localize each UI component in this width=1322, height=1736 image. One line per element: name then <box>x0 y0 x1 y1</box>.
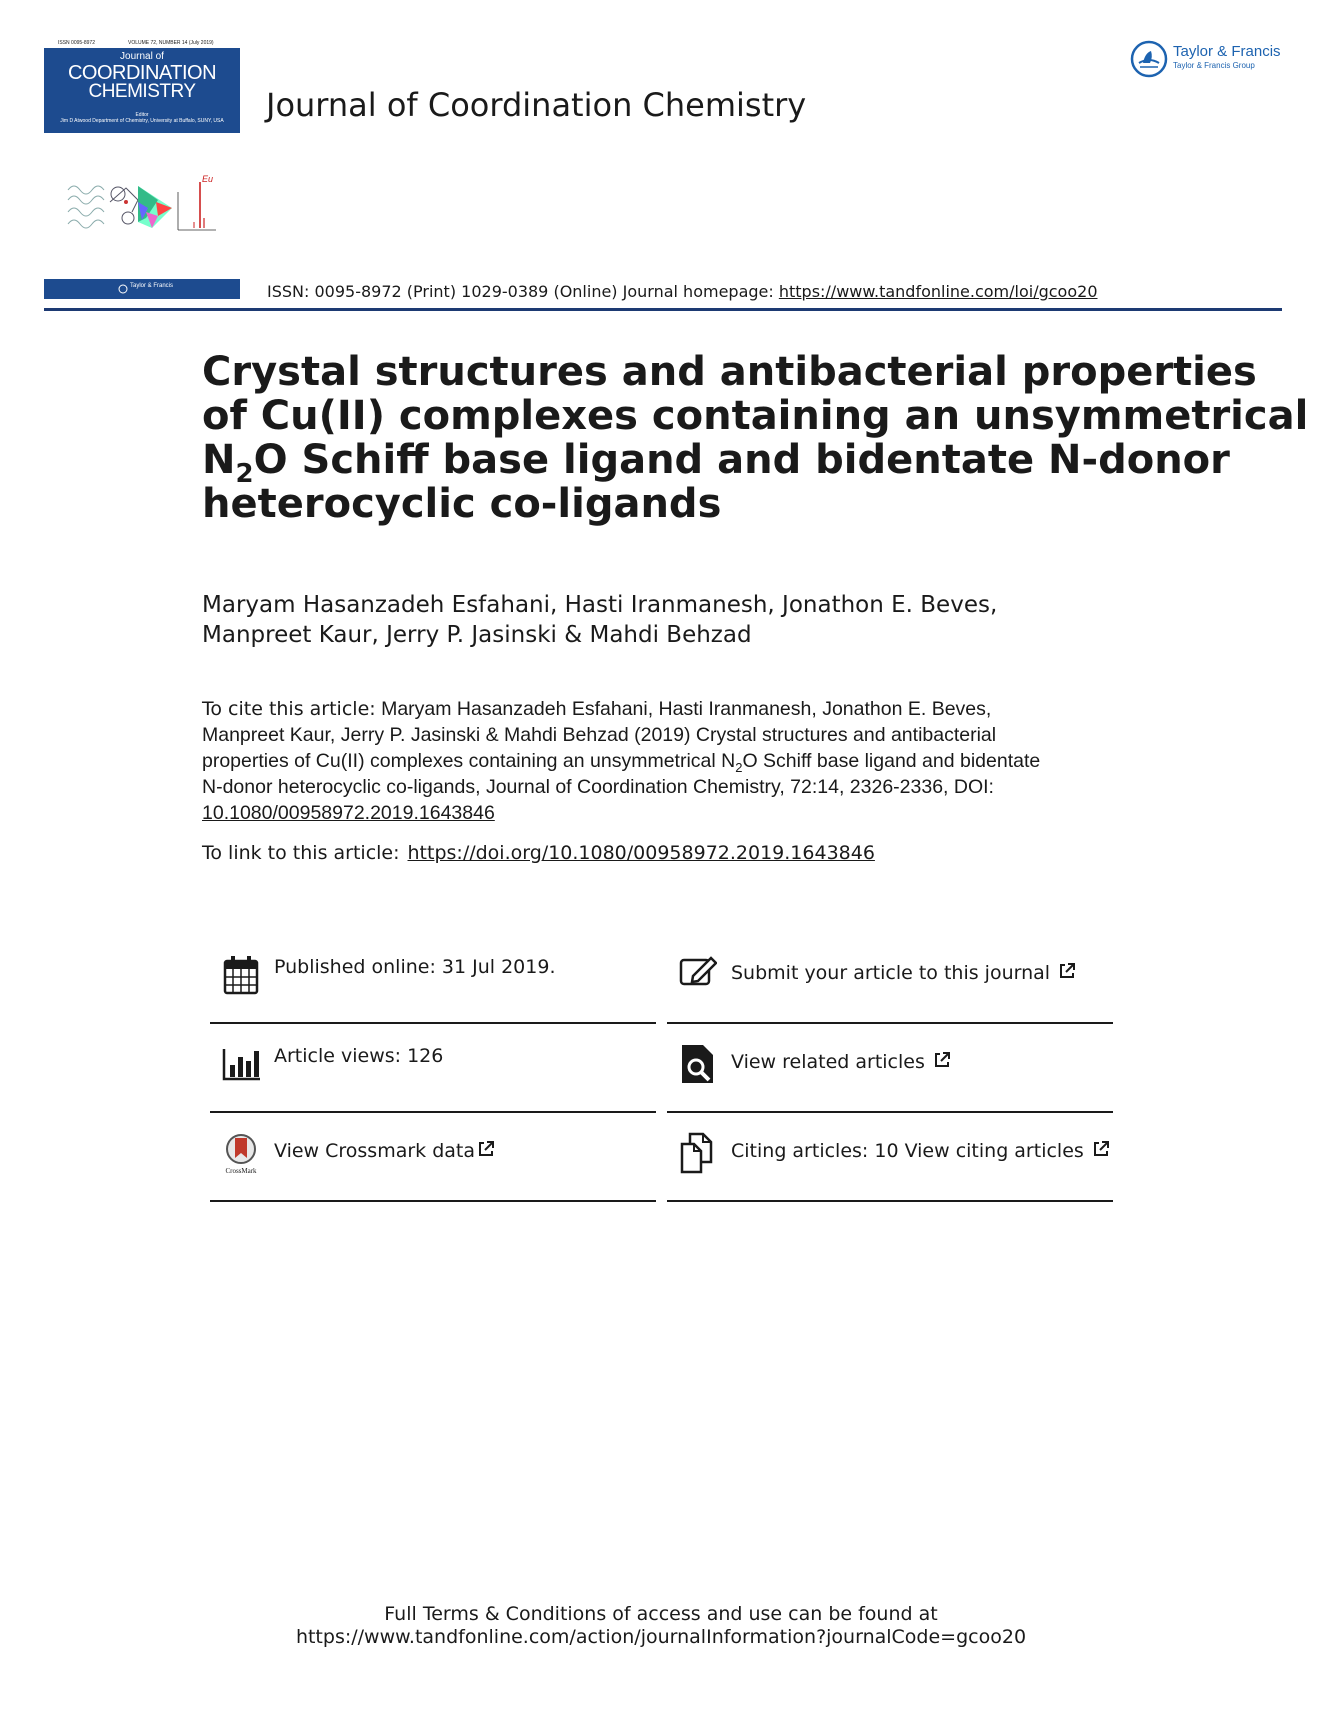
cover-editor-name: Jim D Atwood Department of Chemistry, University at Buffalo, SUNY, USA <box>60 118 224 124</box>
footer <box>0 1603 1322 1649</box>
authors-line-2: Manpreet Kaur, Jerry P. Jasinski & Mahdi Behzad <box>202 622 752 648</box>
external-link-icon <box>933 1051 951 1069</box>
journal-homepage-link[interactable]: https://www.tandfonline.com/loi/gcoo20 <box>778 282 1098 301</box>
external-link-icon <box>1092 1140 1110 1158</box>
citation-line-3 <box>202 748 1122 774</box>
title-line-2: of Cu(II) complexes containing an unsymmetrical <box>202 393 1309 439</box>
title-subscript: 2 <box>235 459 254 489</box>
title-line-1: Crystal structures and antibacterial properties <box>202 349 1257 395</box>
title-line-3 <box>202 437 1230 489</box>
citing-articles-link[interactable] <box>731 1140 1110 1162</box>
footer-terms-link[interactable]: https://www.tandfonline.com/action/journalInformation?journalCode=gcoo20 <box>295 1626 1027 1648</box>
article-title <box>202 349 1309 527</box>
link-line <box>202 842 875 864</box>
citing-label[interactable]: Citing articles: 10 View citing articles <box>731 1140 1084 1162</box>
citation-line-4: N-donor heterocyclic co-ligands, Journal of Coordination Chemistry, 72:14, 2326-2336, DOI: <box>202 776 994 798</box>
citation-text-3a: properties of Cu(II) complexes containing an unsymmetrical N <box>202 750 736 772</box>
cover-coordination: COORDINATION <box>67 62 217 84</box>
published-date: Published online: 31 Jul 2019. <box>274 956 556 978</box>
edit-icon <box>679 954 717 996</box>
citation-doi[interactable]: 10.1080/00958972.2019.1643846 <box>202 802 495 824</box>
cover-issn: ISSN 0095-8972 <box>58 40 95 46</box>
cover-volume: VOLUME 72, NUMBER 14 (July 2019) <box>128 40 214 46</box>
tf-small-logo-icon <box>118 284 128 294</box>
title-line-4: heterocyclic co-ligands <box>202 481 722 527</box>
external-link-icon <box>1058 962 1076 980</box>
header-rule <box>44 308 1282 311</box>
citing-cell[interactable] <box>667 1112 1113 1202</box>
related-cell[interactable] <box>667 1023 1113 1113</box>
cover-editor-label: Editor <box>135 112 149 118</box>
related-label[interactable]: View related articles <box>731 1051 925 1073</box>
title-line-3-rest: O Schiff base ligand and bidentate N-donor <box>253 437 1230 483</box>
journal-title: Journal of Coordination Chemistry <box>266 86 807 124</box>
submit-article-link[interactable] <box>731 962 1076 984</box>
taylor-francis-logo-icon <box>1129 39 1169 79</box>
crossmark-logo-text: CrossMark <box>225 1167 257 1174</box>
publisher-name: Taylor & Francis <box>1173 43 1281 60</box>
footer-line-1: Full Terms & Conditions of access and use can be found at <box>384 1603 938 1625</box>
crossmark-icon <box>222 1132 260 1174</box>
published-cell <box>210 934 656 1024</box>
crossmark-cell[interactable] <box>210 1112 656 1202</box>
calendar-icon <box>222 954 260 996</box>
cover-publisher-bar <box>44 279 240 299</box>
citation-text-3b: O Schiff base ligand and bidentate <box>742 750 1041 772</box>
copy-documents-icon <box>679 1132 717 1174</box>
citation-line-1 <box>202 696 1122 722</box>
title-n: N <box>202 437 236 483</box>
article-views: Article views: 126 <box>274 1045 444 1067</box>
publisher-group: Taylor & Francis Group <box>1173 61 1255 70</box>
search-document-icon <box>679 1043 717 1085</box>
crossmark-link[interactable] <box>274 1140 495 1162</box>
citation-text-1: Maryam Hasanzadeh Esfahani, Hasti Iranmanesh, Jonathon E. Beves, <box>375 698 992 720</box>
external-link-icon <box>477 1140 495 1158</box>
crossmark-label[interactable]: View Crossmark data <box>274 1140 476 1162</box>
submit-label[interactable]: Submit your article to this journal <box>731 962 1051 984</box>
bar-chart-icon <box>222 1043 260 1085</box>
citation-subscript: 2 <box>735 759 743 775</box>
submit-cell[interactable] <box>667 934 1113 1024</box>
cover-bar-text: Taylor & Francis <box>130 283 174 289</box>
cover-illustration <box>66 172 226 234</box>
cover-journal-of: Journal of <box>120 51 164 62</box>
journal-cover <box>44 39 240 133</box>
authors-line-1: Maryam Hasanzadeh Esfahani, Hasti Iranmanesh, Jonathon E. Beves, <box>202 592 998 618</box>
link-label: To link to this article: <box>202 842 400 864</box>
citation-line-2: Manpreet Kaur, Jerry P. Jasinski & Mahdi Behzad (2019) Crystal structures and antibacterial <box>202 724 997 746</box>
related-articles-link[interactable] <box>731 1051 951 1073</box>
issn-text: ISSN: 0095-8972 (Print) 1029-0389 (Online) Journal homepage: <box>267 282 779 301</box>
cover-editor <box>44 112 240 124</box>
views-cell <box>210 1023 656 1113</box>
article-doi-link[interactable]: https://doi.org/10.1080/00958972.2019.1643846 <box>407 842 875 864</box>
citation-block <box>202 696 1122 826</box>
cover-header-strip <box>44 39 240 48</box>
issn-line <box>267 282 1098 301</box>
cite-label: To cite this article: <box>202 698 376 720</box>
cover-eu-label: Eu <box>202 174 214 184</box>
authors <box>202 590 1082 650</box>
cover-chemistry: CHEMISTRY <box>88 81 196 102</box>
